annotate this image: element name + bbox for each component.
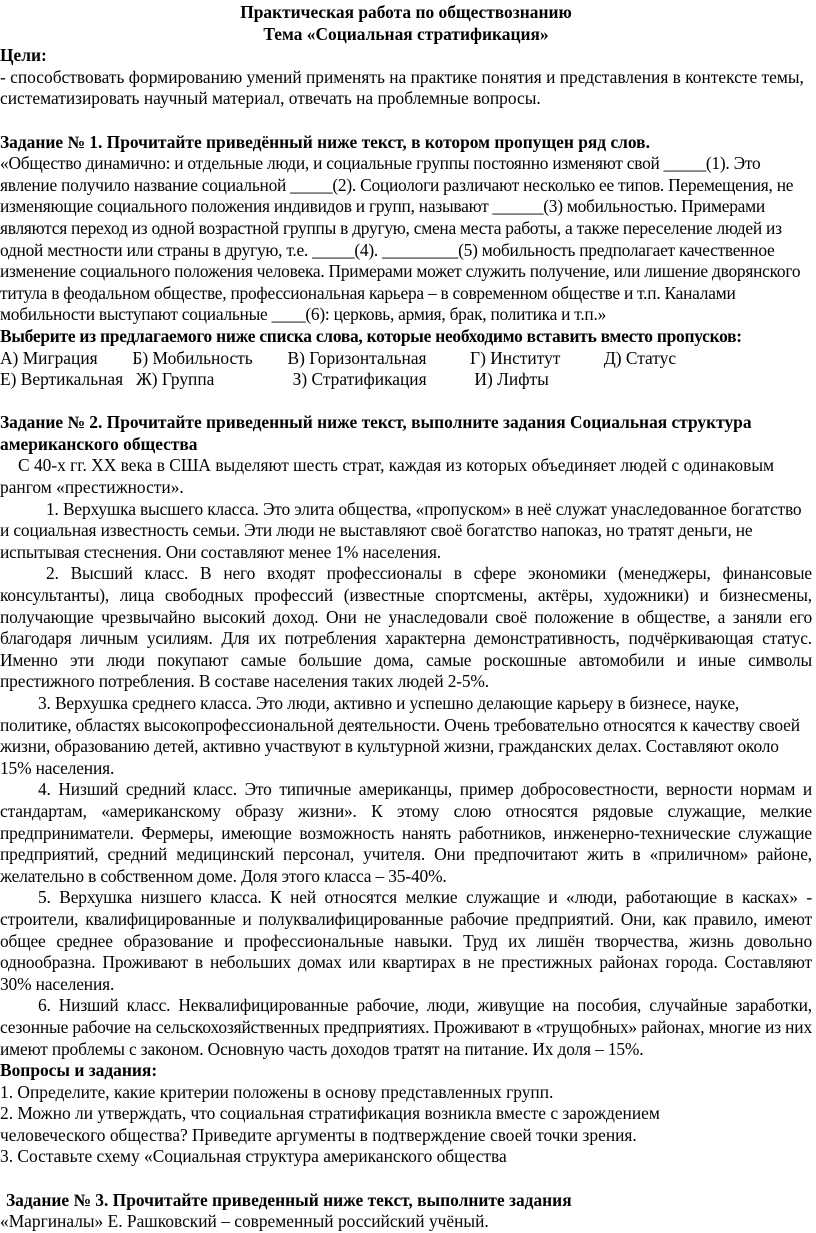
stratum-item: 3. Верхушка среднего класса. Это люди, активно и успешно делающие карьеру в бизнесе, науке, политике, областях высокопрофессиональной деятельности. Очень требовательно относятся к качеству своей жизни, образованию детей, активно участвуют в культурной жизни, гражданских делах. Составляют около 15% населения. — [0, 693, 800, 778]
task1-options-row2: Е) Вертикальная Ж) Группа З) Стратификация И) Лифты — [0, 369, 549, 390]
task1-options-row1: А) Миграция Б) Мобильность В) Горизонтальная Г) Институт Д) Статус — [0, 347, 677, 368]
document-topic: Тема «Социальная стратификация» — [263, 23, 549, 44]
stratum-item: 6. Низший класс. Неквалифицированные рабочие, люди, живущие на пособия, случайные заработки, сезонные рабочие на сельскохозяйственных предприятиях. Проживают в «трущобных» районах, многие из них имеют проблемы с законом. Основную часть доходов тратят на питание. Их доля – 15%. — [0, 995, 812, 1059]
spacer — [0, 391, 812, 413]
stratum-item: 2. Высший класс. В него входят профессионалы в сфере экономики (менеджеры, финансовые консультанты), лица свободных профессий (известные спортсмены, актёры, художники) и бизнесмены, получающие чрезвычайно высокий доход. Они не унаследовали своё положение в обществе, а заняли его благодаря личным усилиям. Для их потребления характерна демонстративность, подчёркивающая статус. Именно эти люди покупают самые большие дома, самые роскошные автомобили и иные символы престижного потребления. В составе населения таких людей 2-5%. — [0, 563, 812, 692]
stratum-item: 4. Низший средний класс. Это типичные американцы, пример добросовестности, верности нормам и стандартам, «американскому образу жизни». К этому слою относятся рядовые служащие, мелкие предприниматели. Фермеры, имеющие возможность нанять работников, инженерно-технические служащие предприятий, средний медицинский персонал, учителя. Они предпочитают жить в «приличном» районе, желательно в собственном доме. Доля этого класса – 35-40%. — [0, 779, 812, 886]
stratum-item: 5. Верхушка низшего класса. К ней относятся мелкие служащие и «люди, работающие в касках» - строители, квалифицированные и полуквалифицированные рабочие предприятий. Они, как правило, имеют общее среднее образование и профессиональные навыки. Труд их лишён творчества, жизнь довольно однообразна. Проживают в небольших домах или квартирах в не престижных районах города. Составляют 30% населения. — [0, 887, 812, 994]
goals-text: - способствовать формированию умений применять на практике понятия и представления в контексте темы, систематизировать научный материал, отвечать на проблемные вопросы. — [0, 66, 804, 109]
questions-heading: Вопросы и задания: — [0, 1060, 158, 1081]
goals-heading: Цели: — [0, 45, 47, 66]
task2-intro: С 40-х гг. XX века в США выделяют шесть страт, каждая из которых объединяет людей с одинаковым рангом «престижности». — [0, 455, 775, 498]
spacer — [0, 1168, 812, 1190]
question-item: 2. Можно ли утверждать, что социальная стратификация возникла вместе с зарождением человеческого общества? Приведите аргументы в подтверждение своей точки зрения. — [0, 1103, 660, 1145]
task1-heading: Задание № 1. Прочитайте приведённый ниже текст, в котором пропущен ряд слов. — [0, 131, 650, 152]
task3-heading: Задание № 3. Прочитайте приведенный ниже текст, выполните задания — [6, 1189, 572, 1210]
task3-text: «Маргиналы» Е. Рашковский – современный российский учёный. — [0, 1211, 489, 1232]
task2-heading: Задание № 2. Прочитайте приведенный ниже текст, выполните задания Социальная структура американского общества — [0, 412, 752, 454]
stratum-item: 1. Верхушка высшего класса. Это элита общества, «пропуском» в неё служат унаследованное богатство и социальная известность семьи. Эти люди не выставляют своё богатство напоказ, но тратят деньги, не испытывая стеснения. Они составляют менее 1% населения. — [0, 498, 802, 562]
question-item: 1. Определите, какие критерии положены в основу представленных групп. — [0, 1081, 554, 1102]
task1-instruction: Выберите из предлагаемого ниже списка слова, которые необходимо вставить вместо пропусков: — [0, 325, 742, 346]
spacer — [0, 110, 812, 132]
task1-text: «Общество динамично: и отдельные люди, и социальные группы постоянно изменяют свой _____(1). Это явление получило название социальной _____(2). Социологи различают несколько ее типов. Перемещения, не изменяющие социального положения индивидов и групп, называют ______(3) мобильностью. Примерами являются переход из одной возрастной группы в другую, смена места работы, а также переселение людей из одной местности или страны в другую, т.е. _____(4). _________(5) мобильность предполагает качественное изменение социального положения человека. Примерами может служить получение, или лишение дворянского титула в феодальном обществе, профессиональная карьера – в современном обществе и т.п. Каналами мобильности выступают социальные ____(6): церковь, армия, брак, политика и т.п.» — [0, 153, 801, 325]
question-item: 3. Составьте схему «Социальная структура американского общества — [0, 1146, 507, 1167]
document-title: Практическая работа по обществознанию — [240, 2, 572, 22]
